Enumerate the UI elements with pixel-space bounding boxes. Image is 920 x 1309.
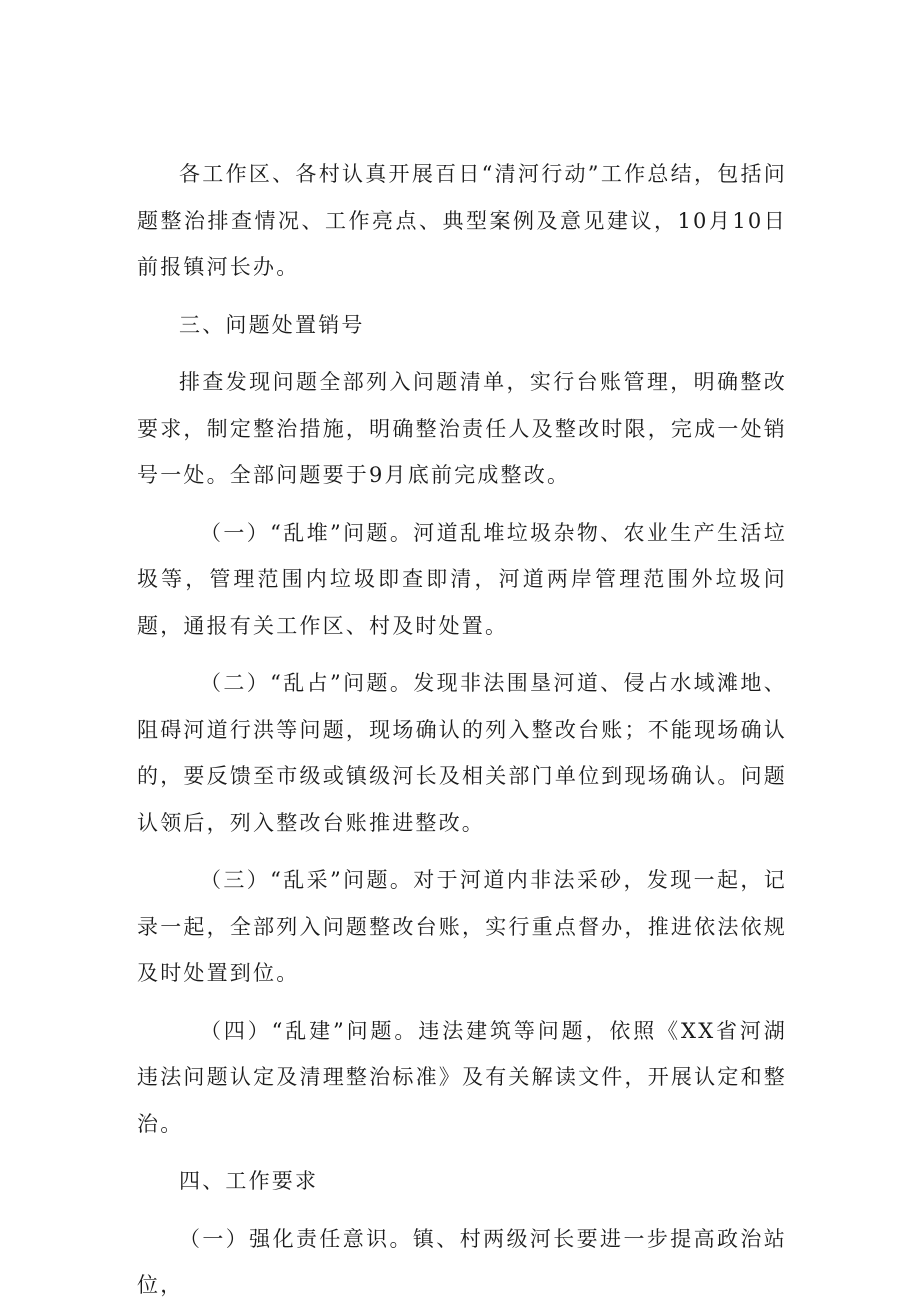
paragraph-item-3: （三）“乱采”问题。对于河道内非法采砂，发现一起，记录一起，全部列入问题整改台账，实行重点督办，推进依法依规及时处置到位。 [137,868,787,985]
section-heading-4: 四、工作要求 [179,1169,319,1193]
paragraph-requirement-1: （一）强化责任意识。镇、村两级河长要进一步提高政治站位， [137,1226,787,1297]
section-heading-3: 三、问题处置销号 [179,312,365,337]
paragraph-item-2: （二）“乱占”问题。发现非法围垦河道、侵占水域滩地、阻碍河道行洪等问题，现场确认的列入整改台账；不能现场确认的，要反馈至市级或镇级河长及相关部门单位到现场确认。问题认领后，列入整改台账推进整改。 [137,671,787,835]
paragraph-problem-list: 排查发现问题全部列入问题清单，实行台账管理，明确整改要求，制定整治措施，明确整治责任人及整改时限，完成一处销号一处。全部问题要于9月底前完成整改。 [137,370,787,487]
document-body [137,151,787,1309]
paragraph-item-1: （一）“乱堆”问题。河道乱堆垃圾杂物、农业生产生活垃圾等，管理范围内垃圾即查即清，河道两岸管理范围外垃圾问题，通报有关工作区、村及时处置。 [137,520,787,638]
paragraph-summary-report: 各工作区、各村认真开展百日“清河行动”工作总结，包括问题整治排查情况、工作亮点、典型案例及意见建议，10月10日前报镇河长办。 [137,162,787,279]
paragraph-item-4: （四）“乱建”问题。违法建筑等问题，依照《XX省河湖违法问题认定及清理整治标准》及有关解读文件，开展认定和整治。 [137,1018,787,1136]
